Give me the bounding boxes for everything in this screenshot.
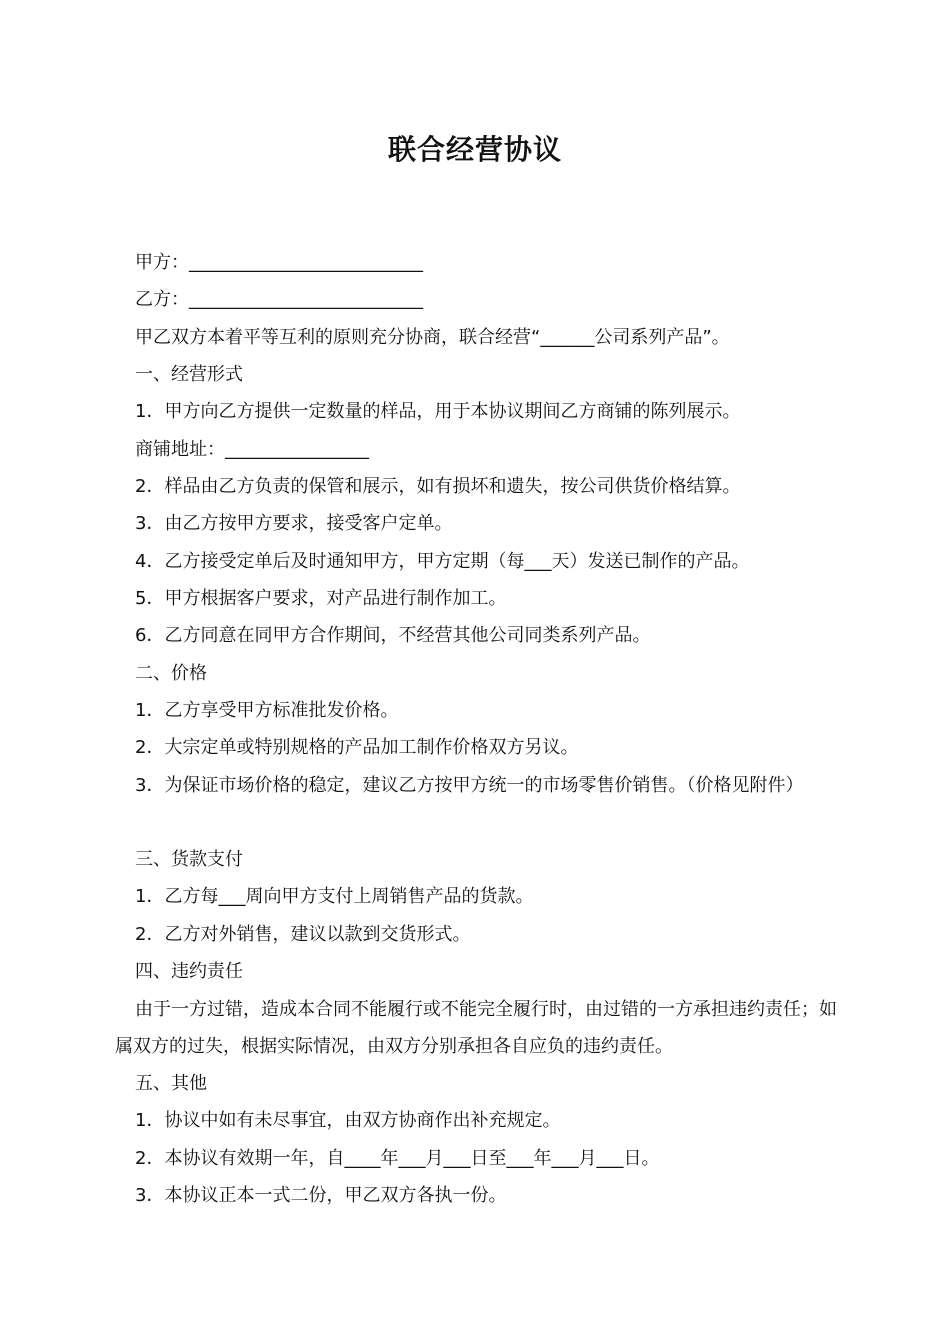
section-heading-2: 二、价格	[135, 663, 207, 684]
preamble: 甲乙双方本着平等互利的原则充分协商，联合经营“______公司系列产品”。	[135, 327, 730, 348]
clause-3-1: 1．乙方每___周向甲方支付上周销售产品的货款。	[135, 886, 534, 907]
clause-1-5: 5．甲方根据客户要求，对产品进行制作加工。	[135, 588, 507, 609]
section-heading-1: 一、经营形式	[135, 364, 243, 385]
clause-2-1: 1．乙方享受甲方标准批发价格。	[135, 700, 399, 721]
party-a-line: 甲方：__________________________	[135, 252, 423, 273]
clause-3-2: 2．乙方对外销售，建议以款到交货形式。	[135, 924, 471, 945]
shop-address-line: 商铺地址：________________	[135, 439, 369, 460]
section-heading-5: 五、其他	[135, 1073, 207, 1094]
clause-5-1: 1．协议中如有未尽事宜，由双方协商作出补充规定。	[135, 1110, 561, 1131]
document-title: 联合经营协议	[387, 133, 562, 166]
clause-5-3: 3．本协议正本一式二份，甲乙双方各执一份。	[135, 1185, 507, 1206]
clause-4-body: 由于一方过错，造成本合同不能履行或不能完全履行时，由过错的一方承担违约责任；如属双方的过失，根据实际情况，由双方分别承担各自应负的违约责任。	[115, 999, 837, 1057]
clause-5-2: 2．本协议有效期一年，自____年___月___日至___年___月___日。	[135, 1148, 660, 1169]
clause-1-2: 2．样品由乙方负责的保管和展示，如有损坏和遗失，按公司供货价格结算。	[135, 476, 741, 497]
section-heading-4: 四、违约责任	[135, 961, 243, 982]
clause-2-2: 2．大宗定单或特别规格的产品加工制作价格双方另议。	[135, 737, 579, 758]
section-heading-3: 三、货款支付	[135, 849, 243, 870]
clause-1-3: 3．由乙方按甲方要求，接受客户定单。	[135, 513, 453, 534]
clause-1-1: 1．甲方向乙方提供一定数量的样品，用于本协议期间乙方商铺的陈列展示。	[135, 401, 741, 422]
clause-2-3: 3．为保证市场价格的稳定，建议乙方按甲方统一的市场零售价销售。（价格见附件）	[135, 775, 804, 796]
clause-1-6: 6．乙方同意在同甲方合作期间，不经营其他公司同类系列产品。	[135, 625, 651, 646]
party-b-line: 乙方：__________________________	[135, 289, 423, 310]
clause-1-4: 4．乙方接受定单后及时通知甲方，甲方定期（每___天）发送已制作的产品。	[135, 551, 750, 572]
